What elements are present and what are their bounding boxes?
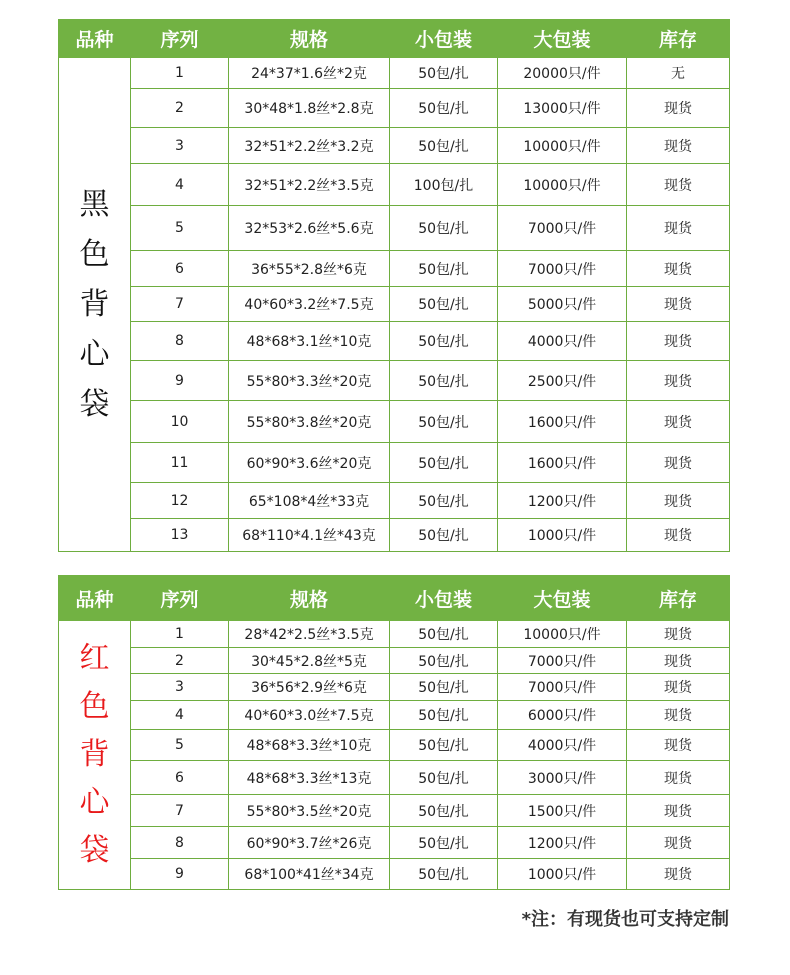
stock-cell: 现货 <box>627 730 730 761</box>
table-row <box>59 89 730 128</box>
spec-cell: 55*80*3.5丝*20克 <box>229 795 390 827</box>
table-row <box>59 761 730 795</box>
stock-cell: 现货 <box>627 621 730 648</box>
table-row <box>59 206 730 251</box>
header-stock: 库存 <box>627 20 730 58</box>
large-pack-cell: 7000只/件 <box>498 674 627 701</box>
sequence-cell: 8 <box>131 827 229 859</box>
stock-cell: 现货 <box>627 701 730 730</box>
small-pack-cell: 50包/扎 <box>390 827 498 859</box>
sequence-cell: 2 <box>131 89 229 128</box>
large-pack-cell: 4000只/件 <box>498 730 627 761</box>
table-row <box>59 164 730 206</box>
header-variety: 品种 <box>59 20 131 58</box>
table-row <box>59 483 730 519</box>
sequence-cell: 8 <box>131 322 229 361</box>
table-row <box>59 674 730 701</box>
sequence-cell: 3 <box>131 674 229 701</box>
small-pack-cell: 50包/扎 <box>390 701 498 730</box>
table-row <box>59 519 730 552</box>
sequence-cell: 3 <box>131 128 229 164</box>
table-row <box>59 827 730 859</box>
small-pack-cell: 50包/扎 <box>390 519 498 552</box>
small-pack-cell: 50包/扎 <box>390 621 498 648</box>
small-pack-cell: 50包/扎 <box>390 443 498 483</box>
large-pack-cell: 1200只/件 <box>498 827 627 859</box>
small-pack-cell: 50包/扎 <box>390 322 498 361</box>
small-pack-cell: 50包/扎 <box>390 674 498 701</box>
stock-cell: 现货 <box>627 401 730 443</box>
sequence-cell: 5 <box>131 206 229 251</box>
table-row <box>59 730 730 761</box>
small-pack-cell: 50包/扎 <box>390 859 498 890</box>
table-row <box>59 701 730 730</box>
stock-cell: 现货 <box>627 674 730 701</box>
stock-cell: 现货 <box>627 827 730 859</box>
large-pack-cell: 4000只/件 <box>498 322 627 361</box>
spec-cell: 55*80*3.8丝*20克 <box>229 401 390 443</box>
sequence-cell: 9 <box>131 361 229 401</box>
sequence-cell: 5 <box>131 730 229 761</box>
spec-cell: 30*48*1.8丝*2.8克 <box>229 89 390 128</box>
small-pack-cell: 50包/扎 <box>390 730 498 761</box>
spec-cell: 55*80*3.3丝*20克 <box>229 361 390 401</box>
small-pack-cell: 50包/扎 <box>390 89 498 128</box>
sequence-cell: 1 <box>131 621 229 648</box>
header-large-pack: 大包装 <box>498 20 627 58</box>
stock-cell: 现货 <box>627 443 730 483</box>
spec-cell: 48*68*3.3丝*10克 <box>229 730 390 761</box>
table-row <box>59 128 730 164</box>
variety-cell: 黑 色 背 心 袋 <box>59 58 131 552</box>
spec-cell: 36*56*2.9丝*6克 <box>229 674 390 701</box>
header-sequence: 序列 <box>131 20 229 58</box>
sequence-cell: 7 <box>131 287 229 322</box>
table-row <box>59 322 730 361</box>
spec-cell: 24*37*1.6丝*2克 <box>229 58 390 89</box>
large-pack-cell: 1200只/件 <box>498 483 627 519</box>
large-pack-cell: 3000只/件 <box>498 761 627 795</box>
large-pack-cell: 1000只/件 <box>498 519 627 552</box>
small-pack-cell: 100包/扎 <box>390 164 498 206</box>
table-row <box>59 795 730 827</box>
table-row <box>59 621 730 648</box>
header-stock: 库存 <box>627 576 730 621</box>
stock-cell: 现货 <box>627 795 730 827</box>
small-pack-cell: 50包/扎 <box>390 251 498 287</box>
small-pack-cell: 50包/扎 <box>390 648 498 674</box>
large-pack-cell: 2500只/件 <box>498 361 627 401</box>
table-row <box>59 401 730 443</box>
spec-cell: 28*42*2.5丝*3.5克 <box>229 621 390 648</box>
table-row <box>59 443 730 483</box>
red-vest-bag-table <box>58 575 730 890</box>
table-row <box>59 648 730 674</box>
sequence-cell: 11 <box>131 443 229 483</box>
small-pack-cell: 50包/扎 <box>390 795 498 827</box>
spec-cell: 36*55*2.8丝*6克 <box>229 251 390 287</box>
large-pack-cell: 1000只/件 <box>498 859 627 890</box>
large-pack-cell: 1500只/件 <box>498 795 627 827</box>
large-pack-cell: 1600只/件 <box>498 401 627 443</box>
large-pack-cell: 10000只/件 <box>498 164 627 206</box>
header-variety: 品种 <box>59 576 131 621</box>
black-vest-bag-table <box>58 19 730 552</box>
table-row <box>59 361 730 401</box>
spec-cell: 68*110*4.1丝*43克 <box>229 519 390 552</box>
spec-cell: 40*60*3.2丝*7.5克 <box>229 287 390 322</box>
variety-cell: 红 色 背 心 袋 <box>59 621 131 890</box>
large-pack-cell: 13000只/件 <box>498 89 627 128</box>
sequence-cell: 9 <box>131 859 229 890</box>
spec-cell: 68*100*41丝*34克 <box>229 859 390 890</box>
small-pack-cell: 50包/扎 <box>390 401 498 443</box>
stock-cell: 现货 <box>627 761 730 795</box>
stock-cell: 现货 <box>627 361 730 401</box>
spec-cell: 60*90*3.7丝*26克 <box>229 827 390 859</box>
stock-cell: 现货 <box>627 287 730 322</box>
spec-cell: 60*90*3.6丝*20克 <box>229 443 390 483</box>
header-sequence: 序列 <box>131 576 229 621</box>
large-pack-cell: 7000只/件 <box>498 206 627 251</box>
sequence-cell: 6 <box>131 251 229 287</box>
small-pack-cell: 50包/扎 <box>390 361 498 401</box>
spec-cell: 32*53*2.6丝*5.6克 <box>229 206 390 251</box>
header-small-pack: 小包装 <box>390 20 498 58</box>
spec-cell: 32*51*2.2丝*3.2克 <box>229 128 390 164</box>
sequence-cell: 13 <box>131 519 229 552</box>
sequence-cell: 4 <box>131 164 229 206</box>
sequence-cell: 10 <box>131 401 229 443</box>
sequence-cell: 7 <box>131 795 229 827</box>
header-row <box>59 20 730 58</box>
sequence-cell: 6 <box>131 761 229 795</box>
sequence-cell: 2 <box>131 648 229 674</box>
header-large-pack: 大包装 <box>498 576 627 621</box>
header-spec: 规格 <box>229 576 390 621</box>
footnote: *注：有现货也可支持定制 <box>521 909 729 930</box>
stock-cell: 现货 <box>627 859 730 890</box>
stock-cell: 现货 <box>627 128 730 164</box>
stock-cell: 现货 <box>627 164 730 206</box>
small-pack-cell: 50包/扎 <box>390 483 498 519</box>
small-pack-cell: 50包/扎 <box>390 287 498 322</box>
header-row <box>59 576 730 621</box>
header-small-pack: 小包装 <box>390 576 498 621</box>
sequence-cell: 1 <box>131 58 229 89</box>
stock-cell: 无 <box>627 58 730 89</box>
table-row <box>59 58 730 89</box>
small-pack-cell: 50包/扎 <box>390 58 498 89</box>
large-pack-cell: 10000只/件 <box>498 128 627 164</box>
table-row <box>59 859 730 890</box>
large-pack-cell: 20000只/件 <box>498 58 627 89</box>
large-pack-cell: 6000只/件 <box>498 701 627 730</box>
large-pack-cell: 5000只/件 <box>498 287 627 322</box>
sequence-cell: 12 <box>131 483 229 519</box>
spec-cell: 30*45*2.8丝*5克 <box>229 648 390 674</box>
spec-cell: 48*68*3.1丝*10克 <box>229 322 390 361</box>
header-spec: 规格 <box>229 20 390 58</box>
large-pack-cell: 1600只/件 <box>498 443 627 483</box>
spec-cell: 48*68*3.3丝*13克 <box>229 761 390 795</box>
spec-cell: 65*108*4丝*33克 <box>229 483 390 519</box>
small-pack-cell: 50包/扎 <box>390 761 498 795</box>
table-row <box>59 287 730 322</box>
table-row <box>59 251 730 287</box>
spec-cell: 40*60*3.0丝*7.5克 <box>229 701 390 730</box>
spec-cell: 32*51*2.2丝*3.5克 <box>229 164 390 206</box>
stock-cell: 现货 <box>627 483 730 519</box>
stock-cell: 现货 <box>627 251 730 287</box>
stock-cell: 现货 <box>627 519 730 552</box>
large-pack-cell: 7000只/件 <box>498 648 627 674</box>
stock-cell: 现货 <box>627 648 730 674</box>
stock-cell: 现货 <box>627 322 730 361</box>
large-pack-cell: 7000只/件 <box>498 251 627 287</box>
small-pack-cell: 50包/扎 <box>390 128 498 164</box>
small-pack-cell: 50包/扎 <box>390 206 498 251</box>
stock-cell: 现货 <box>627 89 730 128</box>
sequence-cell: 4 <box>131 701 229 730</box>
stock-cell: 现货 <box>627 206 730 251</box>
large-pack-cell: 10000只/件 <box>498 621 627 648</box>
